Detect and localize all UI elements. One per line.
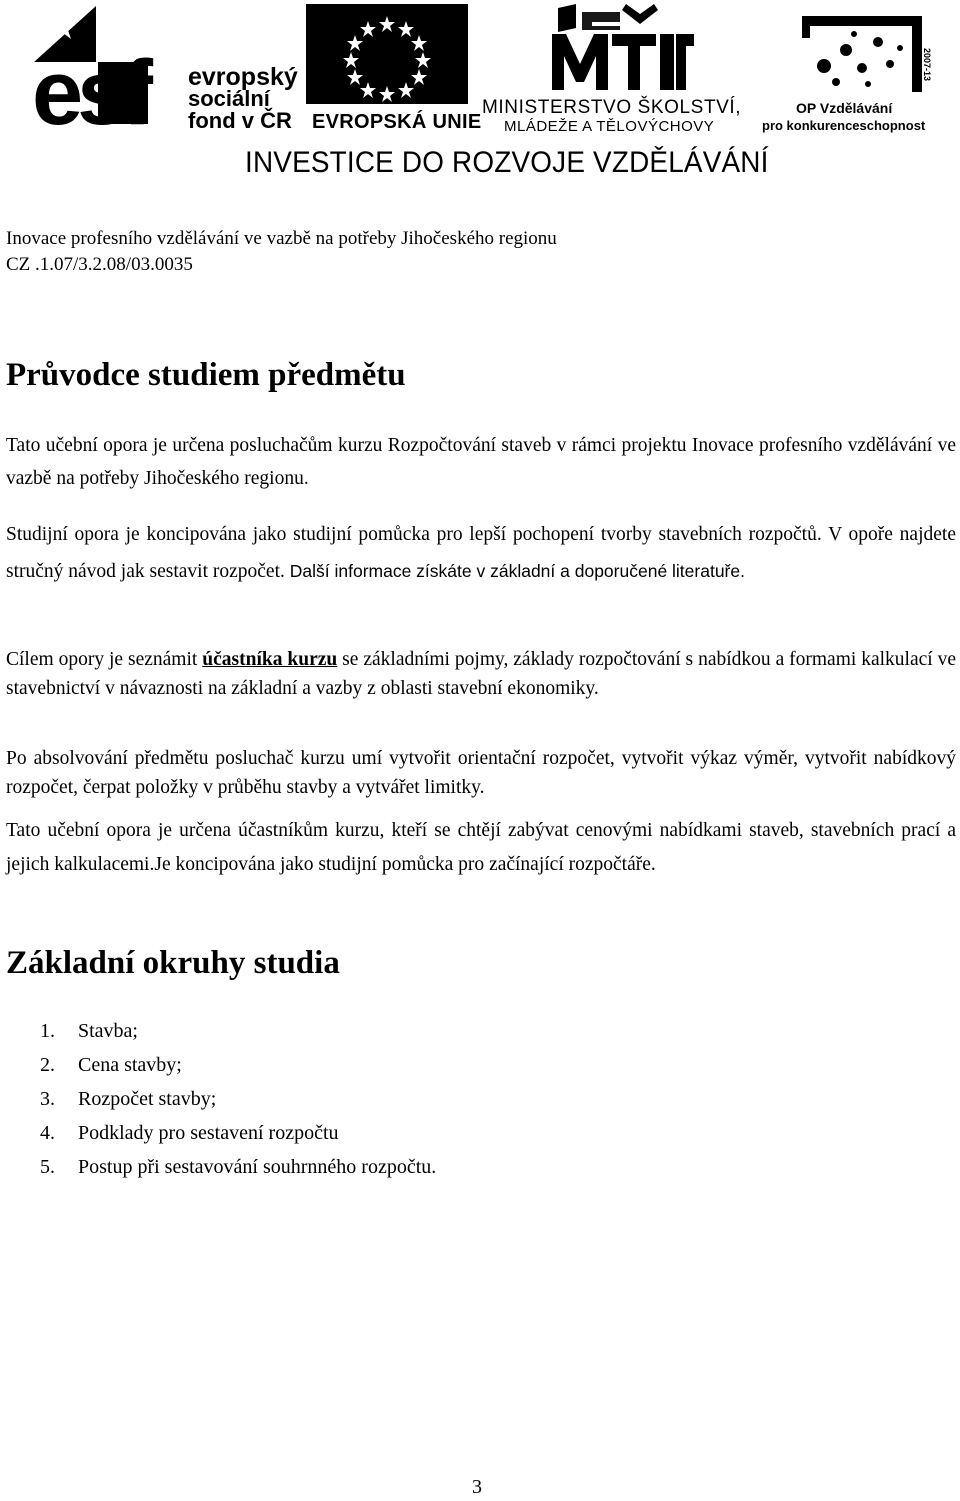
esf-line-1: evropský [188, 63, 298, 91]
section-title-topics: Základní okruhy studia [6, 945, 340, 981]
list-item-number: 3. [40, 1088, 55, 1110]
section-title-study-guide: Průvodce studiem předmětu [6, 357, 406, 393]
project-name: Inovace profesního vzdělávání ve vazbě na potřeby Jihočeského regionu [6, 228, 557, 249]
list-item-number: 5. [40, 1156, 55, 1178]
project-header [6, 226, 557, 278]
op-years: 2007-13 [922, 48, 932, 82]
list-item-text: Postup při sestavování souhrnného rozpočtu. [78, 1156, 437, 1178]
op-mark-icon [762, 8, 932, 94]
paragraph-goal-end: se základními pojmy, základy rozpočtování s nabídkou a formami kalkulací ve stavebnictví v návaznosti na základní a vazby z oblasti stavební ekonomiky. [6, 649, 957, 699]
paragraph-concept [6, 517, 956, 590]
page-number: 3 [472, 1476, 482, 1498]
esf-line-3: fond v ČR [188, 108, 292, 133]
list-item-number: 1. [40, 1020, 55, 1042]
paragraph-outcome: Po absolvování předmětu posluchač kurzu umí vytvořit orientační rozpočet, vytvořit výkaz výměr, vytvořit nabídkový rozpočet, čerpat položky v průběhu stavby a vytvářet limitky. [6, 748, 956, 798]
eu-flag-icon [306, 4, 468, 104]
paragraph-goal-start: Cílem opory je seznámit [6, 649, 198, 670]
eu-caption: EVROPSKÁ UNIE [312, 111, 482, 133]
list-item-text: Cena stavby; [78, 1054, 182, 1076]
list-item [40, 1048, 436, 1082]
msmt-caption-2: MLÁDEŽE A TĚLOVÝCHOVY [504, 118, 715, 135]
list-item [40, 1150, 436, 1184]
list-item-text: Podklady pro sestavení rozpočtu [78, 1122, 339, 1144]
list-item [40, 1082, 436, 1116]
list-item [40, 1116, 436, 1150]
paragraph-goal [6, 645, 956, 703]
paragraph-intro: Tato učební opora je určena posluchačům kurzu Rozpočtování staveb v rámci projektu Inovace profesního vzdělávání ve vazbě na potřeby Jihočeského regionu. [6, 435, 956, 489]
list-item-text: Stavba; [78, 1020, 138, 1042]
svg-text:esf: esf [32, 42, 147, 130]
op-vzdelavani-logo [762, 8, 952, 136]
esf-wordmark [188, 63, 298, 133]
list-item-number: 4. [40, 1122, 55, 1144]
msmt-caption-1: MINISTERSTVO ŠKOLSTVÍ, [482, 97, 742, 118]
esf-line-2: sociální [188, 86, 270, 111]
logo-band [0, 0, 960, 190]
investment-slogan: INVESTICE DO ROZVOJE VZDĚLÁVÁNÍ [245, 146, 769, 179]
paragraph-goal-emphasis: účastníka kurzu [202, 649, 338, 670]
paragraph-concept-literature: Další informace získáte v základní a doporučené literatuře. [289, 561, 745, 581]
esf-logo [30, 4, 300, 133]
esf-mark-icon [30, 4, 190, 130]
list-item [40, 1014, 436, 1048]
list-item-number: 2. [40, 1054, 55, 1076]
msmt-mark-icon [480, 4, 752, 96]
paragraph-audience: Tato učební opora je určena účastníkům kurzu, kteří se chtějí zabývat cenovými nabídkami staveb, stavebních prací a jejich kalkulacemi.Je koncipována jako studijní pomůcka pro začínající rozpočtáře. [6, 820, 956, 875]
eu-logo [306, 4, 482, 134]
op-caption-1: OP Vzdělávání [796, 100, 893, 116]
msmt-logo [480, 4, 752, 134]
topics-list [40, 1014, 436, 1184]
paragraph-concept-main: Studijní opora je koncipována jako studijní pomůcka pro lepší pochopení tvorby stavebních rozpočtů. V opoře najdete stručný návod jak sestavit rozpočet. [6, 524, 956, 582]
op-caption-2: pro konkurenceschopnost [762, 118, 926, 133]
list-item-text: Rozpočet stavby; [78, 1088, 217, 1110]
project-code: CZ .1.07/3.2.08/03.0035 [6, 254, 193, 275]
